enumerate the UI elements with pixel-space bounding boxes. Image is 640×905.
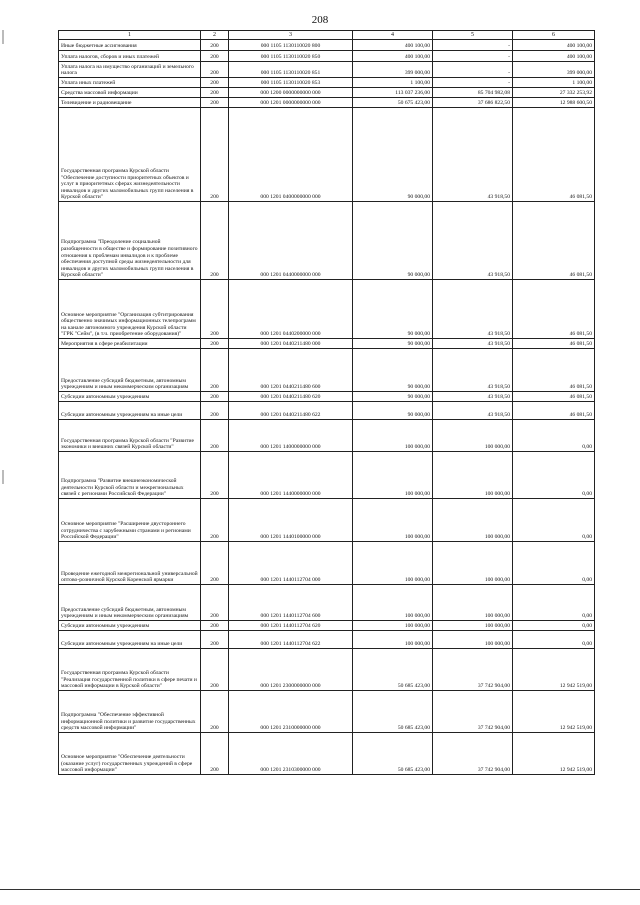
table-row xyxy=(59,499,595,542)
row-unexecuted-amount-cell: 0,00 xyxy=(513,621,595,631)
table-row xyxy=(59,621,595,631)
row-approved-amount-cell: 50 685 423,00 xyxy=(353,733,433,775)
row-classification-code-cell: 000 1201 2310300000 000 xyxy=(229,733,353,775)
row-executed-amount-cell: 43 918,50 xyxy=(433,202,513,280)
table-row xyxy=(59,402,595,420)
table-row xyxy=(59,392,595,402)
budget-table xyxy=(58,30,595,775)
row-line-code-cell: 200 xyxy=(201,51,229,62)
row-line-code-cell: 200 xyxy=(201,402,229,420)
row-executed-amount-cell: 43 918,50 xyxy=(433,108,513,202)
row-unexecuted-amount-cell: 12 942 519,00 xyxy=(513,691,595,733)
table-row xyxy=(59,51,595,62)
row-executed-amount-cell: 37 742 904,00 xyxy=(433,649,513,691)
row-executed-amount-cell: - xyxy=(433,51,513,62)
row-approved-amount-cell: 100 000,00 xyxy=(353,621,433,631)
row-approved-amount-cell: 50 675 423,00 xyxy=(353,98,433,108)
table-row xyxy=(59,733,595,775)
row-classification-code-cell: 000 1201 0440211480 600 xyxy=(229,349,353,392)
row-name-cell: Средства массовой информации xyxy=(59,88,201,98)
row-classification-code-cell: 000 1201 0440211480 000 xyxy=(229,339,353,349)
row-executed-amount-cell: 100 000,00 xyxy=(433,631,513,649)
row-name-cell: Основное мероприятие "Организация субтитрирования общественно значимых информационных телепрограмм на канале автономного учреждения Курской области "ГРК "Сейм", (в т.ч. приобретение оборудования)" xyxy=(59,280,201,339)
row-approved-amount-cell: 90 000,00 xyxy=(353,202,433,280)
row-classification-code-cell: 000 1201 1400000000 000 xyxy=(229,420,353,452)
row-name-cell: Мероприятия в сфере реабилитации xyxy=(59,339,201,349)
row-executed-amount-cell: 43 918,50 xyxy=(433,402,513,420)
row-executed-amount-cell: - xyxy=(433,62,513,78)
row-approved-amount-cell: 50 685 423,00 xyxy=(353,691,433,733)
row-approved-amount-cell: 90 000,00 xyxy=(353,349,433,392)
table-row xyxy=(59,62,595,78)
row-executed-amount-cell: 43 918,50 xyxy=(433,392,513,402)
row-approved-amount-cell: 113 037 236,00 xyxy=(353,88,433,98)
row-line-code-cell: 200 xyxy=(201,649,229,691)
row-unexecuted-amount-cell: 12 942 519,00 xyxy=(513,733,595,775)
row-executed-amount-cell: 100 000,00 xyxy=(433,499,513,542)
row-classification-code-cell: 000 1105 1130110020 851 xyxy=(229,62,353,78)
row-name-cell: Государственная программа Курской области "Обеспечение доступности приоритетных объектов и услуг в приоритетных сферах жизнедеятельности инвалидов и других маломобильных групп населения в Курской области" xyxy=(59,108,201,202)
row-classification-code-cell: 000 1201 1440100000 000 xyxy=(229,499,353,542)
row-executed-amount-cell: 100 000,00 xyxy=(433,420,513,452)
row-classification-code-cell: 000 1201 0000000000 000 xyxy=(229,98,353,108)
row-executed-amount-cell: 43 918,50 xyxy=(433,280,513,339)
row-line-code-cell: 200 xyxy=(201,420,229,452)
row-classification-code-cell: 000 1201 1440112704 000 xyxy=(229,542,353,585)
column-header: 4 xyxy=(353,31,433,40)
row-unexecuted-amount-cell: 0,00 xyxy=(513,585,595,621)
row-unexecuted-amount-cell: 0,00 xyxy=(513,631,595,649)
row-name-cell: Основное мероприятие "Расширение двустороннего сотрудничества с зарубежными странами и регионами Российской Федерации" xyxy=(59,499,201,542)
row-line-code-cell: 200 xyxy=(201,339,229,349)
row-unexecuted-amount-cell: 399 000,00 xyxy=(513,62,595,78)
row-classification-code-cell: 000 1201 1440112704 600 xyxy=(229,585,353,621)
row-classification-code-cell: 000 1201 1440112704 620 xyxy=(229,621,353,631)
table-row xyxy=(59,78,595,88)
row-classification-code-cell: 000 1201 1440112704 622 xyxy=(229,631,353,649)
table-row xyxy=(59,649,595,691)
row-approved-amount-cell: 400 100,00 xyxy=(353,51,433,62)
row-name-cell: Подпрограмма "Преодоление социальной разобщенности в обществе и формирование позитивного отношения к проблемам инвалидов и к проблеме обеспечения доступной среды жизнедеятельности для инвалидов и других маломобильных групп населения в Курской области" xyxy=(59,202,201,280)
row-unexecuted-amount-cell: 0,00 xyxy=(513,542,595,585)
row-approved-amount-cell: 399 000,00 xyxy=(353,62,433,78)
row-executed-amount-cell: 85 704 982,08 xyxy=(433,88,513,98)
row-line-code-cell: 200 xyxy=(201,202,229,280)
row-executed-amount-cell: 43 918,50 xyxy=(433,349,513,392)
row-classification-code-cell: 000 1105 1130110020 853 xyxy=(229,78,353,88)
row-name-cell: Подпрограмма "Обеспечение эффективной информационной политики и развитие государственных средств массовой информации" xyxy=(59,691,201,733)
scan-mark xyxy=(2,30,4,44)
row-name-cell: Проведение ежегодной межрегиональной универсальной оптово-розничной Курской Коренской ярмарки xyxy=(59,542,201,585)
row-line-code-cell: 200 xyxy=(201,280,229,339)
row-line-code-cell: 200 xyxy=(201,62,229,78)
table-row xyxy=(59,108,595,202)
row-line-code-cell: 200 xyxy=(201,631,229,649)
row-approved-amount-cell: 1 100,00 xyxy=(353,78,433,88)
row-classification-code-cell: 000 1200 0000000000 000 xyxy=(229,88,353,98)
row-classification-code-cell: 000 1201 0440211480 622 xyxy=(229,402,353,420)
row-line-code-cell: 200 xyxy=(201,98,229,108)
row-line-code-cell: 200 xyxy=(201,621,229,631)
row-name-cell: Основное мероприятие "Обеспечение деятельности (оказание услуг) государственных учреждений в сфере массовой информации" xyxy=(59,733,201,775)
table-row xyxy=(59,452,595,499)
row-line-code-cell: 200 xyxy=(201,40,229,51)
row-unexecuted-amount-cell: 46 081,50 xyxy=(513,280,595,339)
row-executed-amount-cell: 43 918,50 xyxy=(433,339,513,349)
column-header: 5 xyxy=(433,31,513,40)
row-approved-amount-cell: 100 000,00 xyxy=(353,499,433,542)
table-row xyxy=(59,585,595,621)
row-unexecuted-amount-cell: 0,00 xyxy=(513,420,595,452)
table-row xyxy=(59,339,595,349)
row-name-cell: Государственная программа Курской области "Развитие экономики и внешних связей Курской области" xyxy=(59,420,201,452)
row-approved-amount-cell: 100 000,00 xyxy=(353,631,433,649)
page-number: 208 xyxy=(311,14,329,26)
row-approved-amount-cell: 90 000,00 xyxy=(353,280,433,339)
row-unexecuted-amount-cell: 46 081,50 xyxy=(513,339,595,349)
row-approved-amount-cell: 90 000,00 xyxy=(353,108,433,202)
row-name-cell: Государственная программа Курской области "Реализация государственной политики в сфере печати и массовой информации в Курской области" xyxy=(59,649,201,691)
page-bottom-rule xyxy=(0,889,640,890)
table-row xyxy=(59,420,595,452)
row-executed-amount-cell: 100 000,00 xyxy=(433,542,513,585)
row-unexecuted-amount-cell: 46 081,50 xyxy=(513,202,595,280)
table-row xyxy=(59,691,595,733)
budget-table-container xyxy=(58,30,594,775)
row-line-code-cell: 200 xyxy=(201,392,229,402)
row-name-cell: Уплата налогов, сборов и иных платежей xyxy=(59,51,201,62)
row-unexecuted-amount-cell: 400 100,00 xyxy=(513,51,595,62)
row-approved-amount-cell: 100 000,00 xyxy=(353,542,433,585)
table-row xyxy=(59,542,595,585)
row-line-code-cell: 200 xyxy=(201,733,229,775)
row-line-code-cell: 200 xyxy=(201,452,229,499)
row-approved-amount-cell: 50 685 423,00 xyxy=(353,649,433,691)
row-unexecuted-amount-cell: 12 942 519,00 xyxy=(513,649,595,691)
row-classification-code-cell: 000 1201 0440200000 000 xyxy=(229,280,353,339)
row-unexecuted-amount-cell: 0,00 xyxy=(513,499,595,542)
row-line-code-cell: 200 xyxy=(201,585,229,621)
row-executed-amount-cell: - xyxy=(433,40,513,51)
header-row xyxy=(59,31,595,40)
column-header: 6 xyxy=(513,31,595,40)
row-classification-code-cell: 000 1201 2310000000 000 xyxy=(229,691,353,733)
row-unexecuted-amount-cell: 12 988 600,50 xyxy=(513,98,595,108)
row-unexecuted-amount-cell: 46 081,50 xyxy=(513,108,595,202)
row-classification-code-cell: 000 1201 1440000000 000 xyxy=(229,452,353,499)
row-unexecuted-amount-cell: 46 081,50 xyxy=(513,402,595,420)
row-approved-amount-cell: 90 000,00 xyxy=(353,402,433,420)
row-classification-code-cell: 000 1201 0440211480 620 xyxy=(229,392,353,402)
row-name-cell: Уплата налога на имущество организаций и земельного налога xyxy=(59,62,201,78)
row-executed-amount-cell: 100 000,00 xyxy=(433,452,513,499)
row-approved-amount-cell: 90 000,00 xyxy=(353,339,433,349)
row-name-cell: Телевидение и радиовещание xyxy=(59,98,201,108)
row-classification-code-cell: 000 1201 0440000000 000 xyxy=(229,202,353,280)
row-line-code-cell: 200 xyxy=(201,88,229,98)
row-approved-amount-cell: 100 000,00 xyxy=(353,585,433,621)
column-header: 3 xyxy=(229,31,353,40)
row-line-code-cell: 200 xyxy=(201,349,229,392)
row-unexecuted-amount-cell: 0,00 xyxy=(513,452,595,499)
scan-mark xyxy=(2,470,4,484)
row-executed-amount-cell: 100 000,00 xyxy=(433,585,513,621)
table-row xyxy=(59,202,595,280)
row-name-cell: Субсидии автономным учреждениям xyxy=(59,621,201,631)
row-executed-amount-cell: 37 742 904,00 xyxy=(433,691,513,733)
row-name-cell: Уплата иных платежей xyxy=(59,78,201,88)
table-row xyxy=(59,349,595,392)
row-executed-amount-cell: 37 742 904,00 xyxy=(433,733,513,775)
row-line-code-cell: 200 xyxy=(201,499,229,542)
row-line-code-cell: 200 xyxy=(201,691,229,733)
row-approved-amount-cell: 90 000,00 xyxy=(353,392,433,402)
row-unexecuted-amount-cell: 46 081,50 xyxy=(513,349,595,392)
row-executed-amount-cell: 100 000,00 xyxy=(433,621,513,631)
row-unexecuted-amount-cell: 400 100,00 xyxy=(513,40,595,51)
row-unexecuted-amount-cell: 46 081,50 xyxy=(513,392,595,402)
table-row xyxy=(59,631,595,649)
row-unexecuted-amount-cell: 27 332 253,92 xyxy=(513,88,595,98)
row-name-cell: Субсидии автономным учреждениям xyxy=(59,392,201,402)
row-classification-code-cell: 000 1201 2300000000 000 xyxy=(229,649,353,691)
row-line-code-cell: 200 xyxy=(201,542,229,585)
table-row xyxy=(59,40,595,51)
table-row xyxy=(59,280,595,339)
row-unexecuted-amount-cell: 1 100,00 xyxy=(513,78,595,88)
column-header: 2 xyxy=(201,31,229,40)
row-name-cell: Предоставление субсидий бюджетным, автономным учреждениям и иным некоммерческим организациям xyxy=(59,349,201,392)
row-executed-amount-cell: - xyxy=(433,78,513,88)
table-row xyxy=(59,88,595,98)
row-executed-amount-cell: 37 686 822,50 xyxy=(433,98,513,108)
table-row xyxy=(59,98,595,108)
row-approved-amount-cell: 400 100,00 xyxy=(353,40,433,51)
row-name-cell: Предоставление субсидий бюджетным, автономным учреждениям и иным некоммерческим организациям xyxy=(59,585,201,621)
row-classification-code-cell: 000 1201 0400000000 000 xyxy=(229,108,353,202)
row-approved-amount-cell: 100 000,00 xyxy=(353,420,433,452)
row-line-code-cell: 200 xyxy=(201,108,229,202)
table-body xyxy=(59,40,595,775)
row-name-cell: Субсидии автономным учреждениям на иные цели xyxy=(59,631,201,649)
column-header: 1 xyxy=(59,31,201,40)
row-classification-code-cell: 000 1105 1130110020 800 xyxy=(229,40,353,51)
row-line-code-cell: 200 xyxy=(201,78,229,88)
row-name-cell: Подпрограмма "Развитие внешнеэкономической деятельности Курской области и межрегиональных связей с регионами Российской Федерации" xyxy=(59,452,201,499)
row-classification-code-cell: 000 1105 1130110020 850 xyxy=(229,51,353,62)
row-name-cell: Субсидии автономным учреждениям на иные цели xyxy=(59,402,201,420)
row-approved-amount-cell: 100 000,00 xyxy=(353,452,433,499)
row-name-cell: Иные бюджетные ассигнования xyxy=(59,40,201,51)
